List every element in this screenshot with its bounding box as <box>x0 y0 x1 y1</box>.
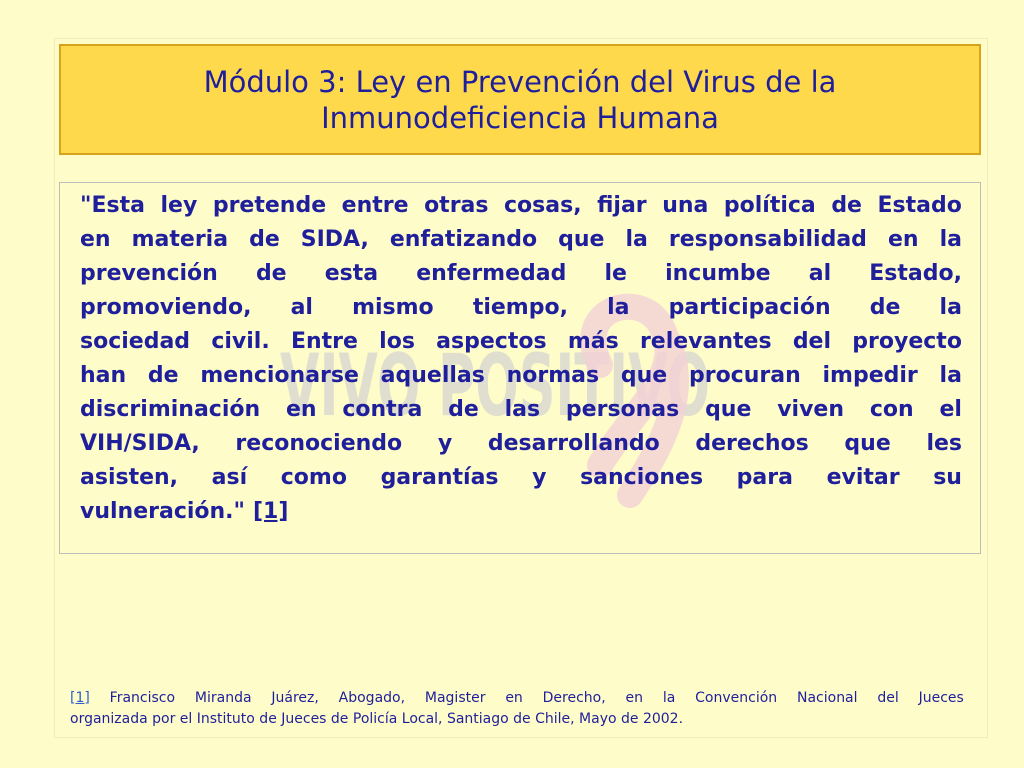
word: promoviendo, <box>80 295 252 320</box>
word: Estado <box>877 193 962 218</box>
word: para <box>736 465 793 490</box>
word: Derecho, <box>542 690 606 706</box>
word: proyecto <box>852 329 962 354</box>
word: aquellas <box>380 363 485 388</box>
word: impedir <box>822 363 918 388</box>
word: sanciones <box>580 465 704 490</box>
word: al <box>290 295 313 320</box>
word: Entre <box>290 329 358 354</box>
quote-line <box>80 393 962 427</box>
word: materia <box>131 227 229 252</box>
quote-line <box>80 257 962 291</box>
word: relevantes <box>639 329 772 354</box>
word: una <box>662 193 709 218</box>
word: como <box>280 465 347 490</box>
slide-title-line-2: Inmunodeficiencia Humana <box>321 100 719 135</box>
word: de <box>255 261 287 286</box>
quote-line <box>80 223 962 257</box>
word: de <box>869 295 901 320</box>
word: Francisco <box>109 690 176 706</box>
slide-title <box>61 64 979 136</box>
word: prevención <box>80 261 218 286</box>
word: los <box>379 329 415 354</box>
word: la <box>607 295 630 320</box>
word: Abogado, <box>338 690 406 706</box>
word: "Esta <box>80 193 145 218</box>
word: en <box>625 690 644 706</box>
quote-closing-text: vulneración." <box>80 499 245 524</box>
word: Miranda <box>194 690 252 706</box>
word: en <box>80 227 111 252</box>
word: mencionarse <box>200 363 359 388</box>
word: discriminación <box>80 397 261 422</box>
word: al <box>808 261 832 286</box>
word: les <box>926 431 962 456</box>
word: otras <box>424 193 489 218</box>
word: Juárez, <box>271 690 319 706</box>
word: viven <box>777 397 845 422</box>
word: la <box>939 227 962 252</box>
word: que <box>705 397 752 422</box>
word: Convención <box>695 690 778 706</box>
word: mismo <box>352 295 434 320</box>
word: participación <box>668 295 831 320</box>
word: normas <box>506 363 600 388</box>
word: la <box>939 363 962 388</box>
word: de <box>831 193 862 218</box>
quote-line <box>80 359 962 393</box>
footnote <box>70 688 964 730</box>
word: la <box>662 690 676 706</box>
quote-line <box>80 189 962 223</box>
word: esta <box>324 261 379 286</box>
word: contra <box>342 397 423 422</box>
word: entre <box>341 193 409 218</box>
word: la <box>939 295 962 320</box>
footnote-line-2-text: organizada por el Instituto de Jueces de Policía Local, Santiago de Chile, Mayo de 2002. <box>70 711 684 727</box>
word: su <box>933 465 962 490</box>
word: en <box>285 397 317 422</box>
word: Estado, <box>869 261 962 286</box>
word: Nacional <box>796 690 858 706</box>
word: en <box>505 690 523 706</box>
word: ley <box>160 193 198 218</box>
word: civil. <box>211 329 270 354</box>
footnote-line-2 <box>70 709 964 730</box>
word: VIH/SIDA, <box>80 431 200 456</box>
word: pretende <box>212 193 327 218</box>
word: asisten, <box>80 465 179 490</box>
word: derechos <box>695 431 809 456</box>
word: de <box>147 363 179 388</box>
word: del <box>792 329 832 354</box>
word: garantías <box>380 465 499 490</box>
quote-line <box>80 291 962 325</box>
word: fijar <box>597 193 647 218</box>
word: enfermedad <box>416 261 567 286</box>
quote-line-last <box>80 495 962 529</box>
word: del <box>877 690 899 706</box>
word: evitar <box>826 465 900 490</box>
word: le <box>604 261 627 286</box>
quote-line <box>80 427 962 461</box>
footnote-marker-link[interactable]: [1] <box>70 690 90 706</box>
quote-line <box>80 325 962 359</box>
word: enfatizando <box>389 227 538 252</box>
word: de <box>249 227 280 252</box>
word: que <box>844 431 891 456</box>
word: política <box>723 193 816 218</box>
word: de <box>448 397 479 422</box>
word: sociedad <box>80 329 191 354</box>
word: en <box>887 227 919 252</box>
law-quote <box>80 189 962 529</box>
word: tiempo, <box>472 295 568 320</box>
footnote-line-1 <box>70 688 964 709</box>
slide-title-line-1: Módulo 3: Ley en Prevención del Virus de la <box>203 64 837 99</box>
word: la <box>625 227 648 252</box>
word: las <box>504 397 541 422</box>
watermark-logo-text: VIVO POSITIVO <box>280 336 710 436</box>
word: incumbe <box>665 261 771 286</box>
word: procuran <box>688 363 801 388</box>
word: responsabilidad <box>668 227 867 252</box>
word: cosas, <box>504 193 582 218</box>
word: desarrollando <box>487 431 660 456</box>
word: personas <box>565 397 680 422</box>
footnote-reference-link[interactable]: [1] <box>253 499 289 524</box>
word: reconociendo <box>235 431 403 456</box>
word: han <box>80 363 127 388</box>
word: aspectos <box>436 329 547 354</box>
quote-line <box>80 461 962 495</box>
word: que <box>558 227 605 252</box>
word: con <box>869 397 914 422</box>
word: SIDA, <box>300 227 369 252</box>
word: que <box>620 363 668 388</box>
title-banner <box>59 44 981 155</box>
word: más <box>567 329 619 354</box>
word: el <box>939 397 962 422</box>
word: y <box>437 431 453 456</box>
word: y <box>532 465 547 490</box>
word: Jueces <box>918 690 964 706</box>
word: Magister <box>424 690 486 706</box>
word: así <box>211 465 248 490</box>
